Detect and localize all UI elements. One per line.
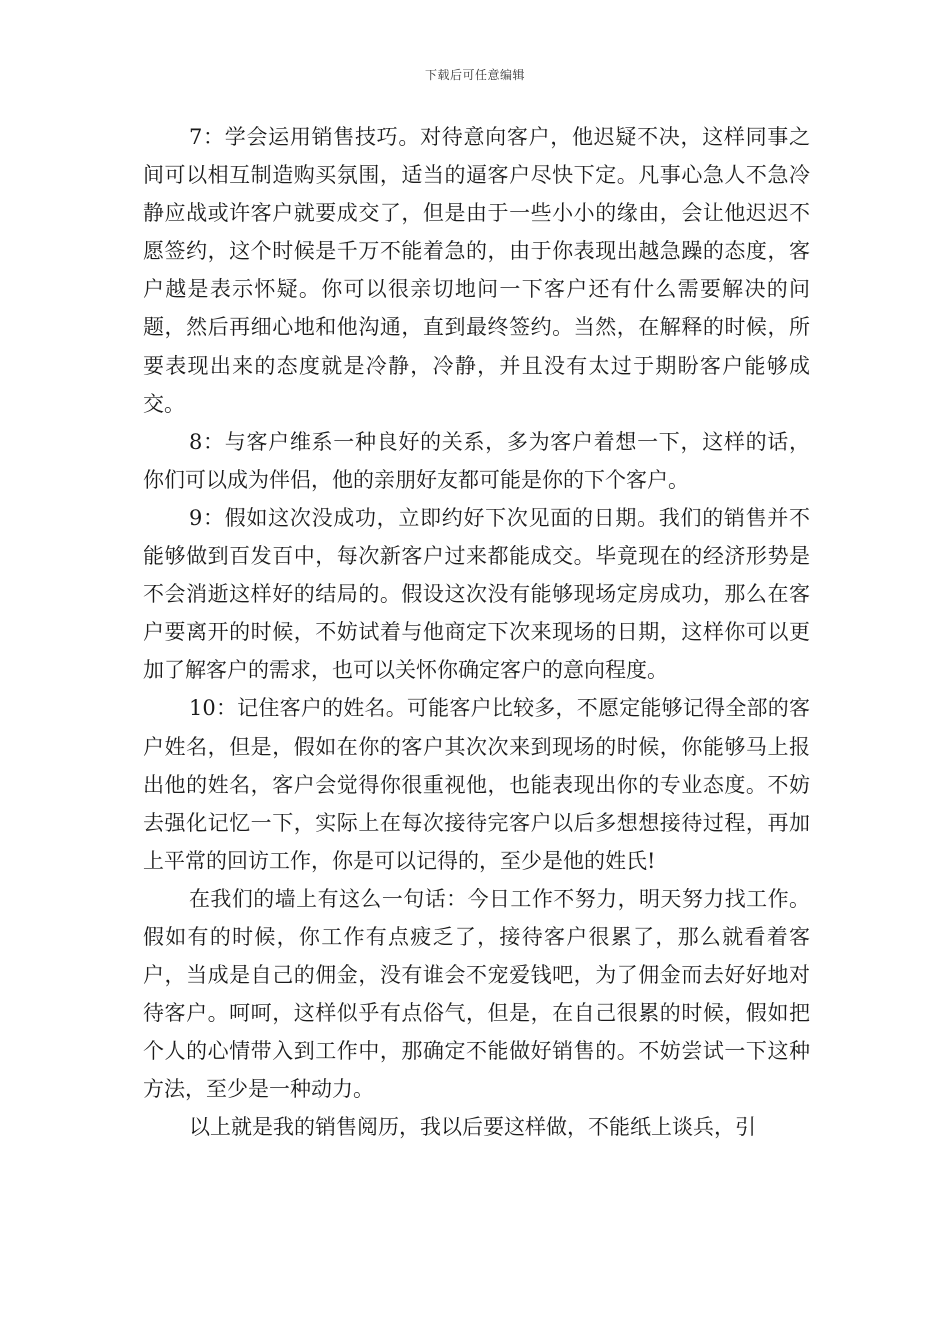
paragraph-conclusion: 以上就是我的销售阅历，我以后要这样做，不能纸上谈兵，引 <box>189 1115 756 1140</box>
document-body <box>143 118 810 1147</box>
page-header: 下载后可任意编辑 <box>424 68 525 82</box>
paragraph-wall-quote: 在我们的墙上有这么一句话：今日工作不努力，明天努力找工作。假如有的时候，你工作有点疲乏了，接待客户很累了，那么就看着客户，当成是自己的佣金，没有谁会不宠爱钱吧，为了佣金而去好好地对待客户。呵呵，这样似乎有点俗气，但是，在自己很累的时候，假如把个人的心情带入到工作中，那确定不能做好销售的。不妨尝试一下这种方法，至少是一种动力。 <box>143 886 810 1102</box>
paragraph-tip-10: 10：记住客户的姓名。可能客户比较多，不愿定能够记得全部的客户姓名，但是，假如在你的客户其次次来到现场的时候，你能够马上报出他的姓名，客户会觉得你很重视他，也能表现出你的专业态度。不妨去强化记忆一下，实际上在每次接待完客户以后多想想接待过程，再加上平常的回访工作，你是可以记得的，至少是他的姓氏! <box>143 696 810 873</box>
paragraph-tip-8: 8：与客户维系一种良好的关系，多为客户着想一下，这样的话，你们可以成为伴侣，他的亲朋好友都可能是你的下个客户。 <box>143 429 810 492</box>
paragraph-tip-7: 7：学会运用销售技巧。对待意向客户，他迟疑不决，这样同事之间可以相互制造购买氛围，适当的逼客户尽快下定。凡事心急人不急冷静应战或许客户就要成交了，但是由于一些小小的缘由，会让他迟迟不愿签约，这个时候是千万不能着急的，由于你表现出越急躁的态度，客户越是表示怀疑。你可以很亲切地问一下客户还有什么需要解决的问题，然后再细心地和他沟通，直到最终签约。当然，在解释的时候，所要表现出来的态度就是冷静，冷静，并且没有太过于期盼客户能够成交。 <box>143 125 810 416</box>
paragraph-tip-9: 9：假如这次没成功，立即约好下次见面的日期。我们的销售并不能够做到百发百中，每次新客户过来都能成交。毕竟现在的经济形势是不会消逝这样好的结局的。假设这次没有能够现场定房成功，那么在客户要离开的时候，不妨试着与他商定下次来现场的日期，这样你可以更加了解客户的需求，也可以关怀你确定客户的意向程度。 <box>143 505 810 683</box>
